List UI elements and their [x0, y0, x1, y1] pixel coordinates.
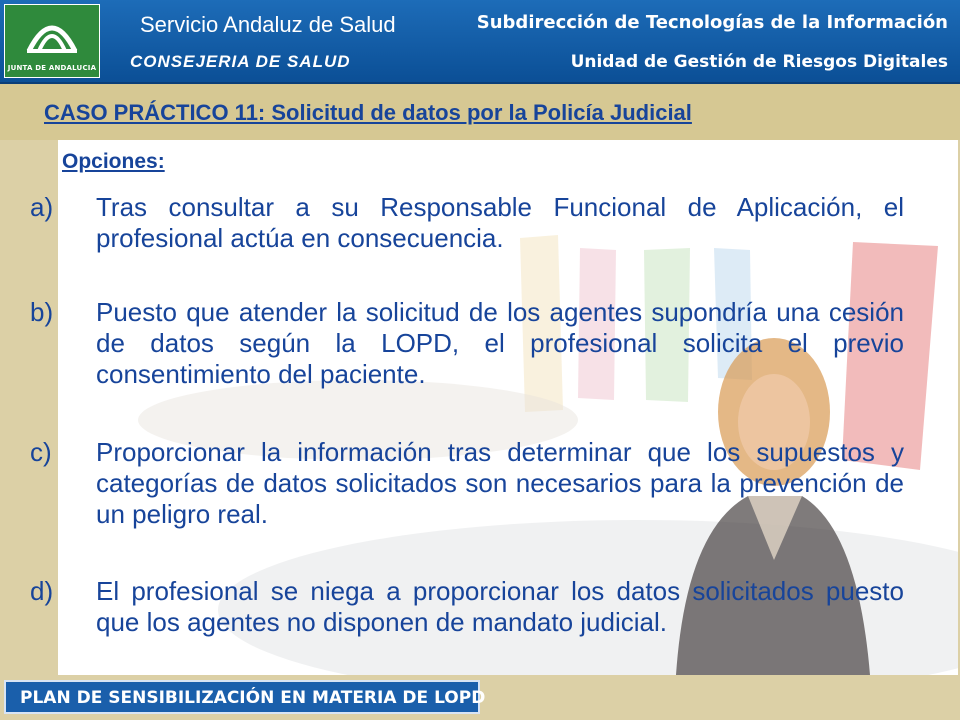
header-bar	[0, 0, 960, 84]
option-letter: c)	[30, 437, 52, 467]
arch-emblem-icon	[23, 11, 81, 55]
footer-title: PLAN DE SENSIBILIZACIÓN EN MATERIA DE LOPD	[20, 688, 486, 708]
option-text: Proporcionar la información tras determinar que los supuestos y categorías de datos solicitados son necesarios para la prevención de un peligro real.	[96, 437, 904, 529]
option-text: Tras consultar a su Responsable Funcional de Aplicación, el profesional actúa en consecuencia.	[96, 192, 904, 253]
junta-de-andalucia-logo	[4, 4, 100, 78]
option-b	[30, 297, 904, 390]
option-letter: b)	[30, 297, 54, 327]
footer-banner	[4, 680, 486, 714]
unit-name: Unidad de Gestión de Riesgos Digitales	[570, 52, 948, 72]
logo-caption: JUNTA DE ANDALUCIA	[7, 64, 97, 72]
option-text: El profesional se niega a proporcionar los datos solicitados puesto que los agentes no disponen de mandato judicial.	[96, 576, 904, 637]
option-letter: d)	[30, 576, 54, 606]
option-c	[30, 437, 904, 530]
option-a	[30, 192, 904, 254]
subdirectorate-name: Subdirección de Tecnologías de la Información	[476, 12, 948, 33]
option-letter: a)	[30, 192, 54, 222]
case-title: CASO PRÁCTICO 11: Solicitud de datos por la Policía Judicial	[44, 100, 692, 125]
organization-name: Servicio Andaluz de Salud	[140, 12, 396, 37]
options-label: Opciones:	[62, 150, 165, 173]
option-d	[30, 576, 904, 638]
department-name: CONSEJERIA DE SALUD	[130, 52, 351, 71]
option-text: Puesto que atender la solicitud de los agentes supondría una cesión de datos según la LOPD, el profesional solicita el previo consentimiento del paciente.	[96, 297, 904, 389]
